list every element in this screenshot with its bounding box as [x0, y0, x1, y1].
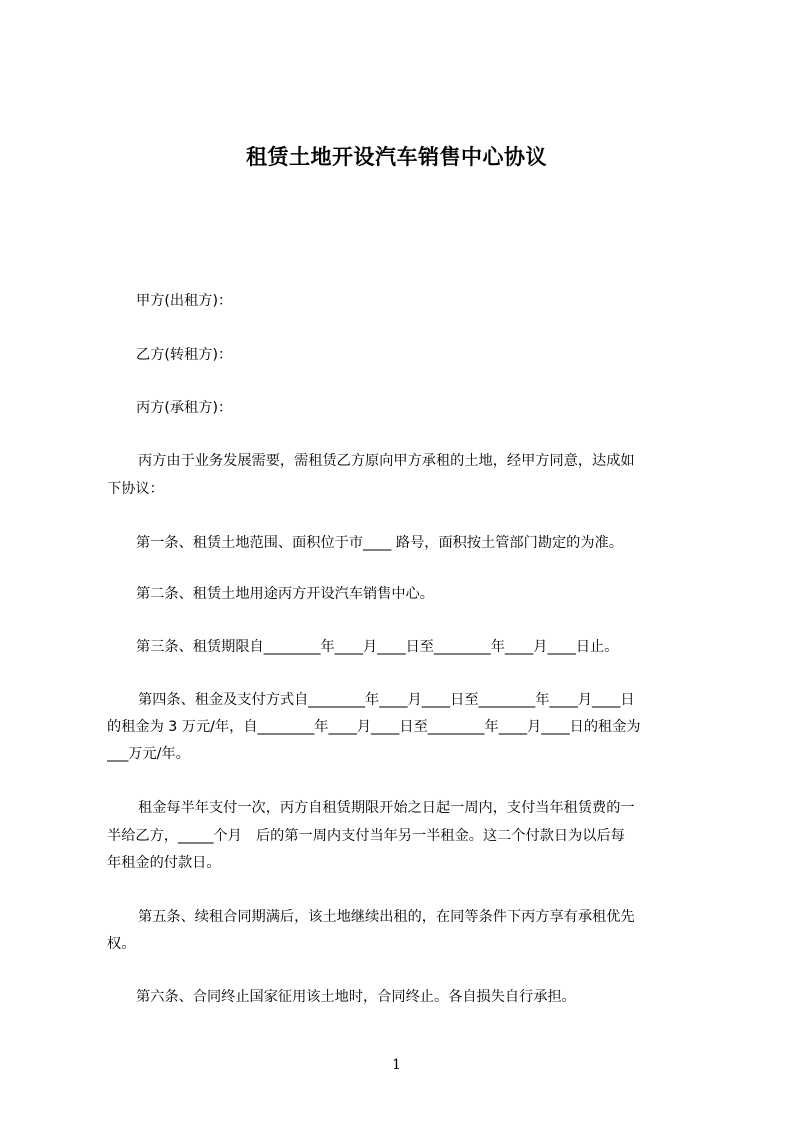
preamble-line-2: 下协议： [107, 481, 164, 497]
article-2: 第二条、租赁土地用途丙方开设汽车销售中心。 [136, 586, 434, 602]
payment-line-2: 半给乙方，_____个月 后的第一周内支付当年另一半租金。这二个付款日为以后每 [107, 828, 625, 844]
article-3: 第三条、租赁期限自________年____月____日至________年____月____日止。 [136, 639, 619, 655]
article-5-line-1: 第五条、续租合同期满后，该土地继续出租的，在同等条件下丙方享有承租优先 [138, 909, 635, 925]
party-b-line: 乙方(转租方)： [136, 347, 233, 363]
article-4-line-3: ___万元/年。 [107, 746, 190, 762]
party-a-line: 甲方(出租方)： [136, 293, 233, 309]
article-6: 第六条、合同终止国家征用该土地时，合同终止。各自损失自行承担。 [136, 989, 576, 1005]
party-c-line: 丙方(承租方)： [136, 400, 233, 416]
article-5-line-2: 权。 [107, 936, 136, 952]
payment-line-3: 年租金的付款日。 [107, 855, 221, 871]
payment-line-1: 租金每半年支付一次，丙方自租赁期限开始之日起一周内，支付当年租赁费的一 [138, 800, 635, 816]
document-title: 租赁土地开设汽车销售中心协议 [246, 145, 547, 169]
article-4-line-1: 第四条、租金及支付方式自________年____月____日至________年____月____日 [138, 692, 635, 708]
preamble-line-1: 丙方由于业务发展需要，需租赁乙方原向甲方承租的土地，经甲方同意，达成如 [138, 453, 635, 469]
article-1: 第一条、租赁土地范围、面积位于市____ 路号，面积按土管部门勘定的为准。 [136, 535, 623, 551]
article-4-line-2: 的租金为 3 万元/年，自________年____月____日至________年____月____日的租金为 [107, 719, 641, 735]
page-number: 1 [392, 1057, 401, 1073]
